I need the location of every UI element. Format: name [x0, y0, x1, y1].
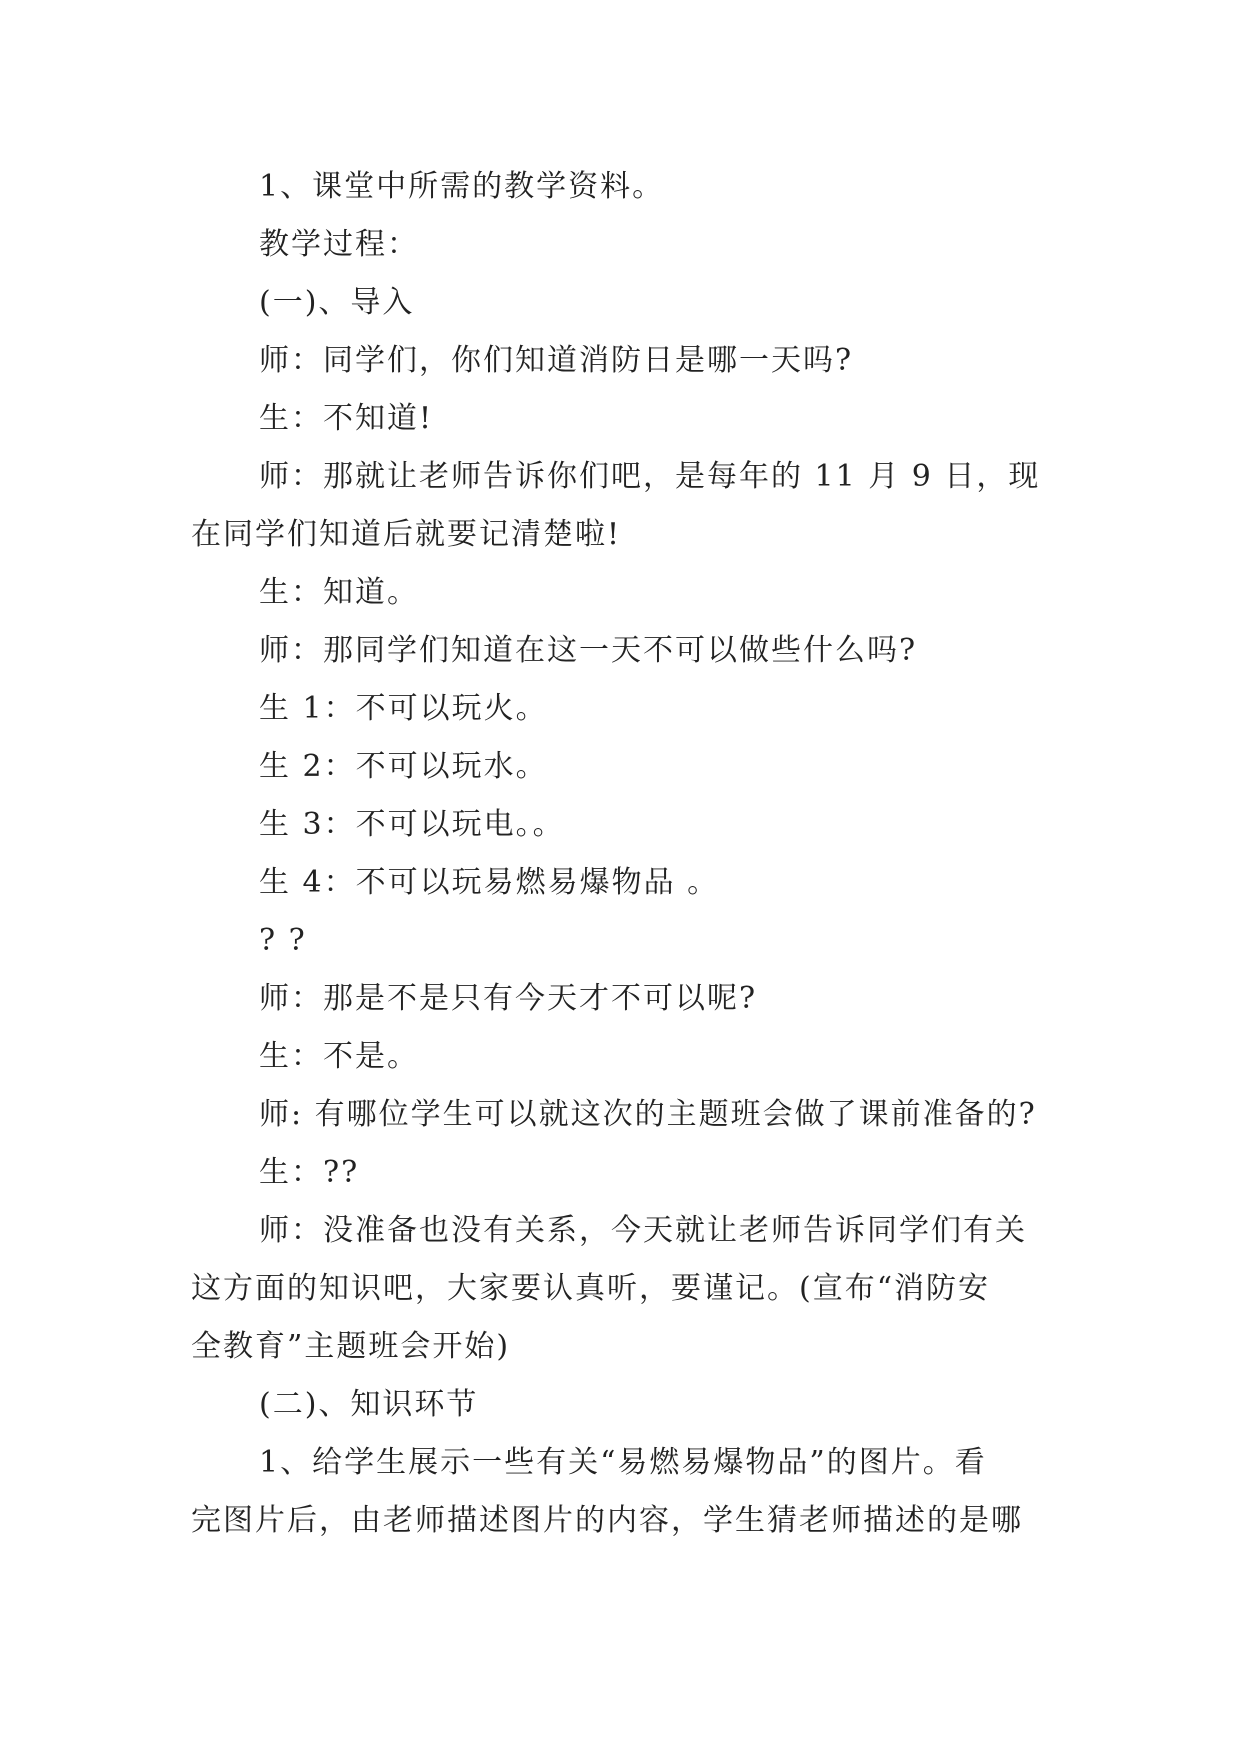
paragraph-continuation-line: 全教育”主题班会开始)	[191, 1329, 511, 1364]
paragraph-line: 1、给学生展示一些有关“易燃易爆物品”的图片。看	[259, 1445, 987, 1480]
paragraph-line: 师：同学们，你们知道消防日是哪一天吗?	[259, 343, 854, 378]
paragraph-line: 生 4：不可以玩易燃易爆物品 。	[259, 865, 720, 900]
paragraph-line: 生 3：不可以玩电。。	[259, 807, 565, 842]
paragraph-line: 生 1：不可以玩火。	[259, 691, 548, 726]
paragraph-line: 师：那就让老师告诉你们吧，是每年的 11 月 9 日，现	[259, 459, 1041, 494]
paragraph-line: 师：没准备也没有关系，今天就让老师告诉同学们有关	[259, 1213, 1027, 1248]
paragraph-line: 生：??	[259, 1155, 360, 1190]
paragraph-line: 师: 有哪位学生可以就这次的主题班会做了课前准备的?	[259, 1097, 1037, 1132]
paragraph-line: 生：不知道!	[259, 401, 434, 436]
paragraph-line: 生：不是。	[259, 1039, 419, 1074]
paragraph-line: 师：那同学们知道在这一天不可以做些什么吗?	[259, 633, 918, 668]
paragraph-line: ? ?	[259, 923, 307, 958]
paragraph-line: 生 2：不可以玩水。	[259, 749, 548, 784]
document-body	[191, 158, 1053, 1550]
paragraph-line: 1、课堂中所需的教学资料。	[259, 169, 665, 204]
paragraph-line: 师：那是不是只有今天才不可以呢?	[259, 981, 758, 1016]
paragraph-line: 生：知道。	[259, 575, 419, 610]
paragraph-line: 教学过程：	[259, 227, 419, 262]
paragraph-line: (一)、导入	[259, 285, 415, 320]
paragraph-continuation-line: 完图片后，由老师描述图片的内容，学生猜老师描述的是哪	[191, 1503, 1023, 1538]
paragraph-line: (二)、知识环节	[259, 1387, 479, 1422]
paragraph-continuation-line: 在同学们知道后就要记清楚啦!	[191, 517, 622, 552]
paragraph-continuation-line: 这方面的知识吧，大家要认真听，要谨记。(宣布“消防安	[191, 1271, 991, 1306]
